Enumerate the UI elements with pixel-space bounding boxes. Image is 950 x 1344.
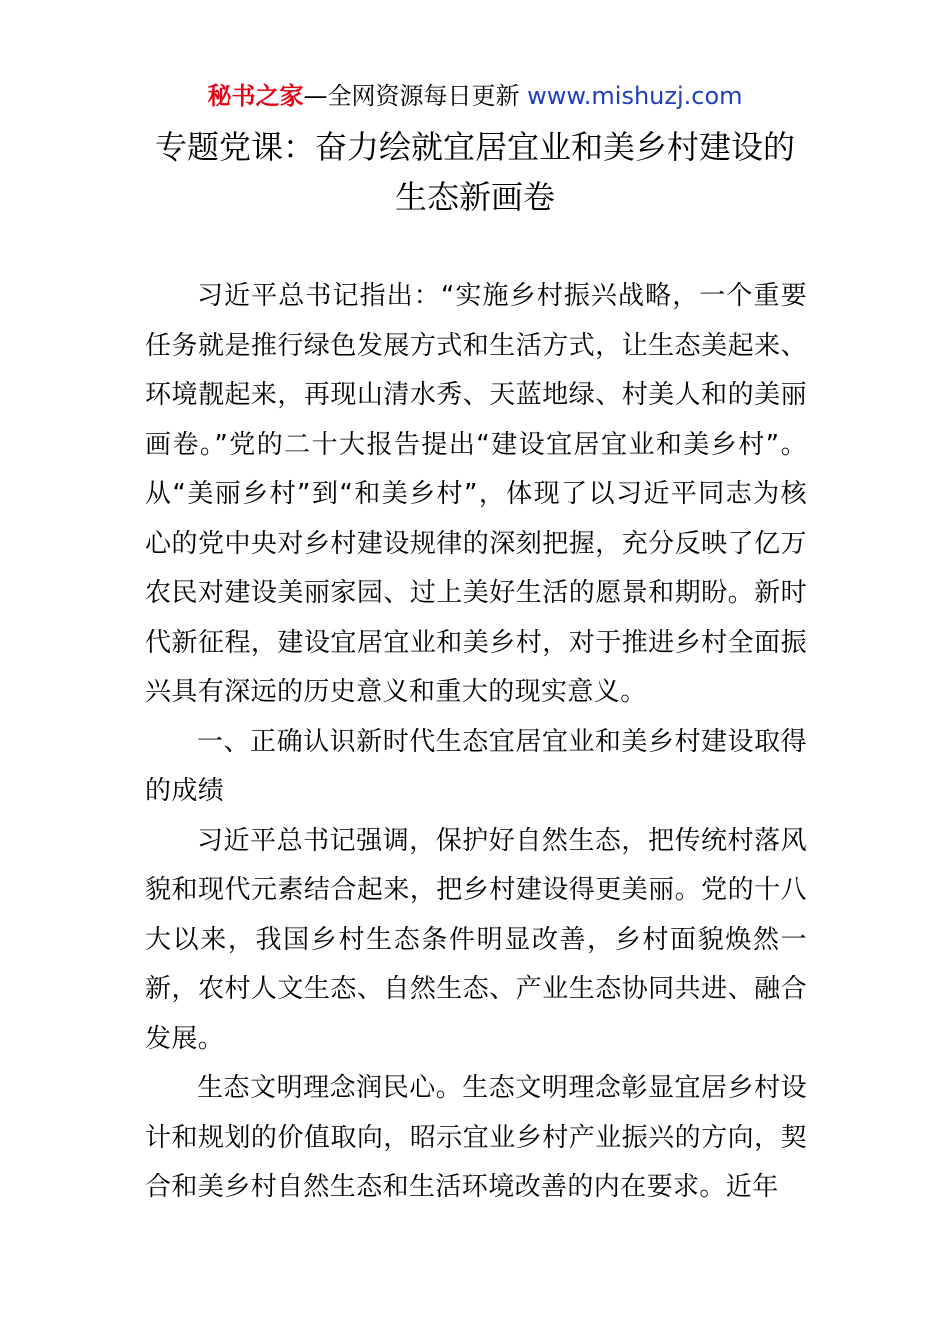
header-separator: —	[303, 82, 328, 110]
title-line-2: 生态新画卷	[394, 178, 555, 216]
paragraph-intro: 习近平总书记指出：“实施乡村振兴战略，一个重要任务就是推行绿色发展方式和生活方式，让生态美起来、环境靓起来，再现山清水秀、天蓝地绿、村美人和的美丽画卷。”党的二十大报告提出“建设宜居宜业和美乡村”。从“美丽乡村”到“和美乡村”，体现了以习近平同志为核心的党中央对乡村建设规律的深刻把握，充分反映了亿万农民对建设美丽家园、过上美好生活的愿景和期盼。新时代新征程，建设宜居宜业和美乡村，对于推进乡村全面振兴具有深远的历史意义和重大的现实意义。	[145, 281, 807, 707]
paragraph-section-1: 习近平总书记强调，保护好自然生态，把传统村落风貌和现代元素结合起来，把乡村建设得更美丽。党的十八大以来，我国乡村生态条件明显改善，乡村面貌焕然一新，农村人文生态、自然生态、产业生态协同共进、融合发展。	[145, 825, 807, 1054]
header-tagline: 全网资源每日更新	[327, 82, 520, 110]
document-title	[120, 122, 830, 222]
site-header	[0, 78, 950, 114]
site-url[interactable]: www.mishuzj.com	[527, 82, 743, 110]
section-heading-1: 一、正确认识新时代生态宜居宜业和美乡村建设取得的成绩	[145, 726, 807, 806]
brand-name: 秘书之家	[207, 82, 304, 110]
title-line-1: 专题党课：奋力绘就宜居宜业和美乡村建设的	[154, 128, 795, 166]
document-body	[145, 272, 807, 1213]
paragraph-ecology: 生态文明理念润民心。生态文明理念彰显宜居乡村设计和规划的价值取向，昭示宜业乡村产业振兴的方向，契合和美乡村自然生态和生活环境改善的内在要求。近年	[145, 1073, 807, 1202]
